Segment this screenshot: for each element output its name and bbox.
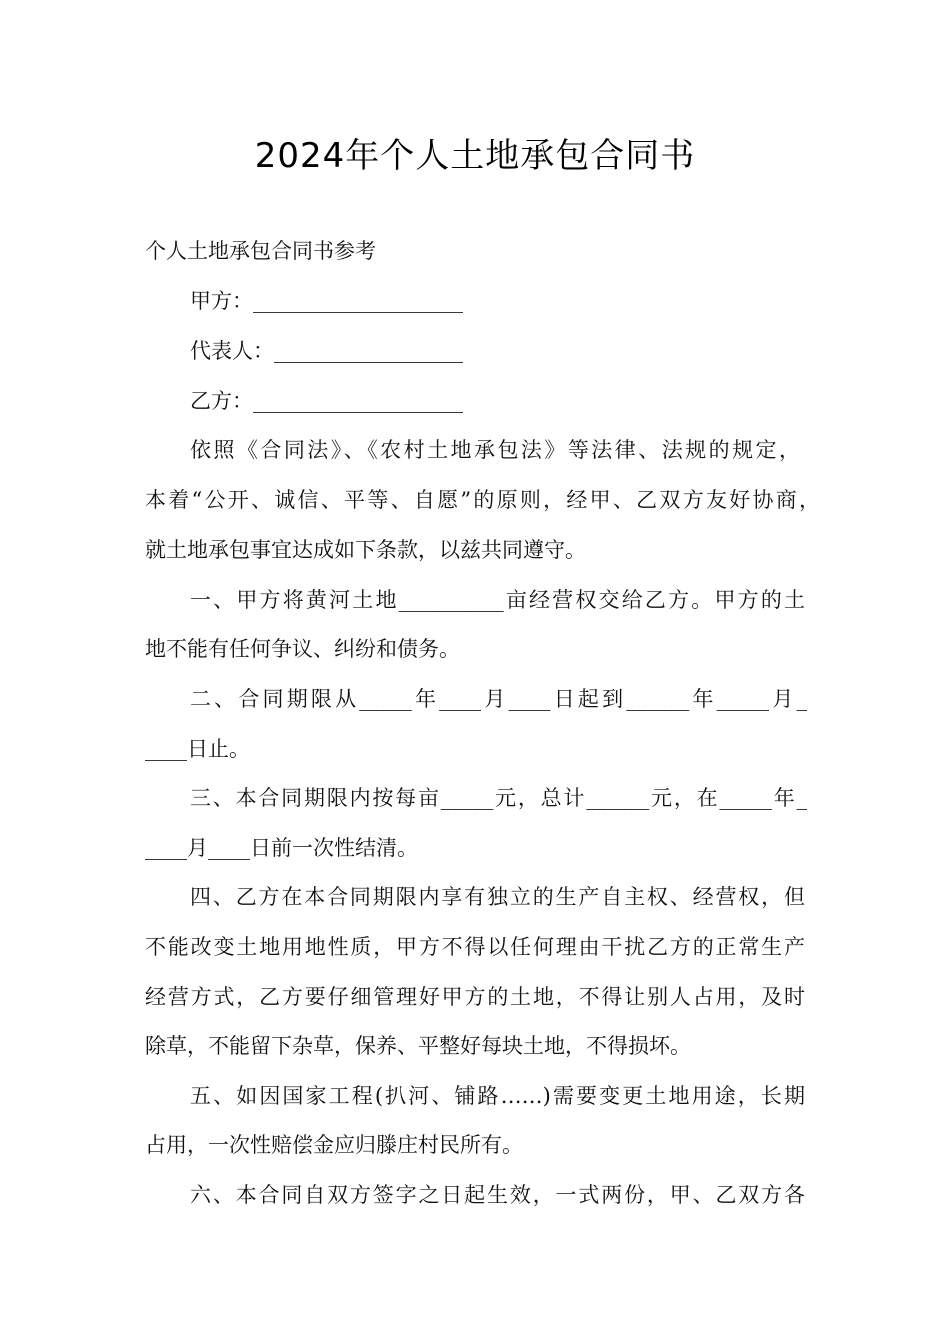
document-title: 2024年个人土地承包合同书 — [254, 136, 696, 176]
clause-1-line: 一、甲方将黄河土地__________亩经营权交给乙方。甲方的土 — [190, 588, 805, 612]
representative-field: 代表人：__________________ — [190, 339, 463, 363]
clause-2-line: 二、合同期限从_____年____月____日起到______年_____月_ — [190, 687, 807, 711]
party-a-field: 甲方：____________________ — [190, 289, 463, 313]
paragraph-line: 依照《合同法》、《农村土地承包法》等法律、法规的规定， — [190, 438, 800, 462]
paragraph-line: 就土地承包事宜达成如下条款，以兹共同遵守。 — [145, 538, 586, 562]
clause-1-line: 地不能有任何争议、纠纷和债务。 — [145, 637, 460, 661]
paragraph-line: 本着“公开、诚信、平等、自愿”的原则，经甲、乙双方友好协商， — [145, 488, 820, 512]
clause-5-line: 占用，一次性赔偿金应归滕庄村民所有。 — [145, 1133, 523, 1157]
clause-3-line: 三、本合同期限内按每亩_____元，总计______元，在_____年_ — [190, 786, 807, 810]
clause-3-line: ____月____日前一次性结清。 — [145, 836, 418, 860]
clause-5-line: 五、如因国家工程(扒河、铺路……)需要变更土地用途，长期 — [190, 1084, 805, 1108]
party-b-field: 乙方：____________________ — [190, 389, 463, 413]
clause-6-line: 六、本合同自双方签字之日起生效，一式两份，甲、乙双方各 — [190, 1183, 805, 1207]
document-subtitle: 个人土地承包合同书参考 — [145, 239, 376, 263]
clause-4-line: 经营方式，乙方要仔细管理好甲方的土地，不得让别人占用，及时 — [145, 985, 805, 1009]
clause-4-line: 四、乙方在本合同期限内享有独立的生产自主权、经营权，但 — [190, 885, 805, 909]
clause-2-line: ____日止。 — [145, 737, 250, 761]
clause-4-line: 不能改变土地用地性质，甲方不得以任何理由干扰乙方的正常生产 — [145, 935, 805, 959]
clause-4-line: 除草，不能留下杂草，保养、平整好每块土地，不得损坏。 — [145, 1034, 691, 1058]
